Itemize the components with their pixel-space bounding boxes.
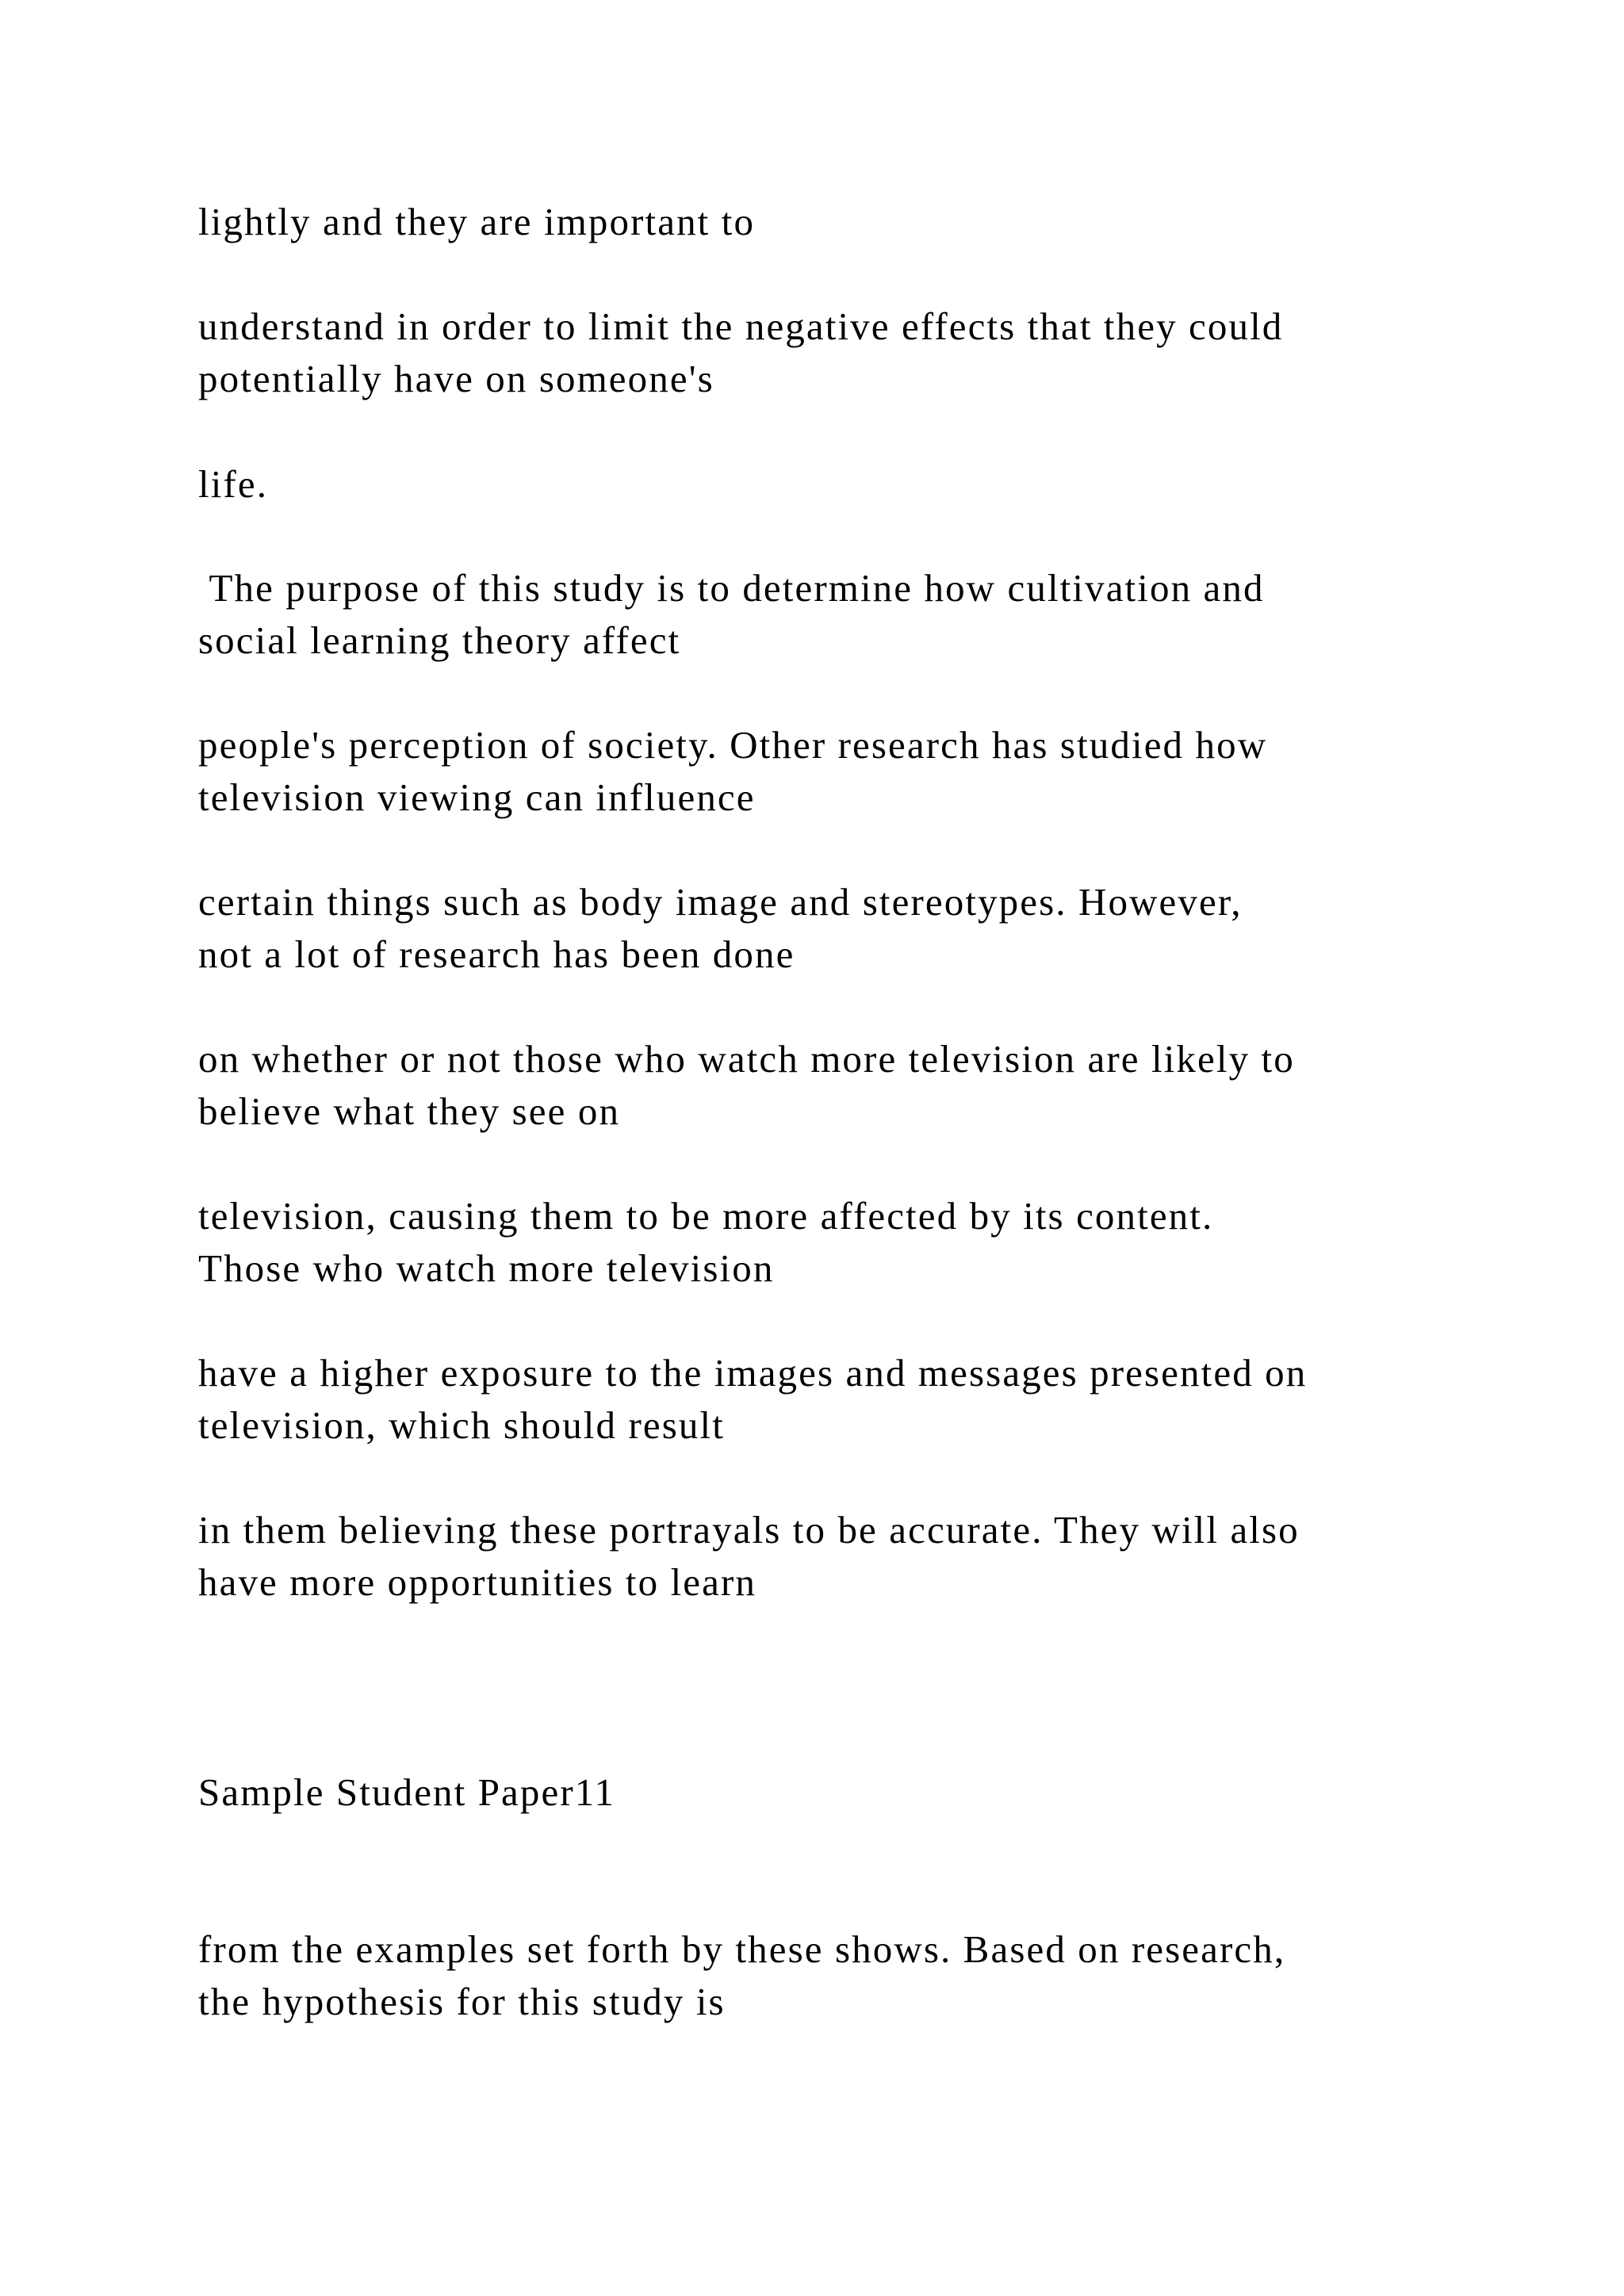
paragraph-line: not a lot of research has been done bbox=[198, 932, 795, 976]
paragraph-line: from the examples set forth by these shows. Based on research, bbox=[198, 1927, 1286, 1971]
paragraph-line: on whether or not those who watch more television are likely to bbox=[198, 1037, 1295, 1081]
paragraph-line: The purpose of this study is to determine how cultivation and bbox=[198, 566, 1265, 610]
paragraph-line: lightly and they are important to bbox=[198, 200, 756, 243]
paragraph-line: the hypothesis for this study is bbox=[198, 1980, 726, 2023]
running-head: Sample Student Paper11 bbox=[198, 1770, 616, 1814]
paragraph-line: television, which should result bbox=[198, 1403, 725, 1447]
paragraph-line: Those who watch more television bbox=[198, 1246, 775, 1290]
paragraph-line: in them believing these portrayals to be accurate. They will also bbox=[198, 1508, 1300, 1552]
paragraph-line: television viewing can influence bbox=[198, 775, 756, 819]
paragraph-line: television, causing them to be more affected by its content. bbox=[198, 1194, 1214, 1238]
paragraph-line: have more opportunities to learn bbox=[198, 1560, 757, 1604]
paragraph-line: people's perception of society. Other research has studied how bbox=[198, 723, 1268, 767]
paragraph-line: believe what they see on bbox=[198, 1089, 621, 1133]
paragraph-line: social learning theory affect bbox=[198, 618, 681, 662]
paragraph-line: life. bbox=[198, 462, 269, 506]
paragraph-line: have a higher exposure to the images and messages presented on bbox=[198, 1351, 1308, 1395]
paragraph-line: certain things such as body image and stereotypes. However, bbox=[198, 880, 1243, 924]
paragraph-line: potentially have on someone's bbox=[198, 357, 714, 400]
paragraph-line: understand in order to limit the negative effects that they could bbox=[198, 304, 1284, 348]
